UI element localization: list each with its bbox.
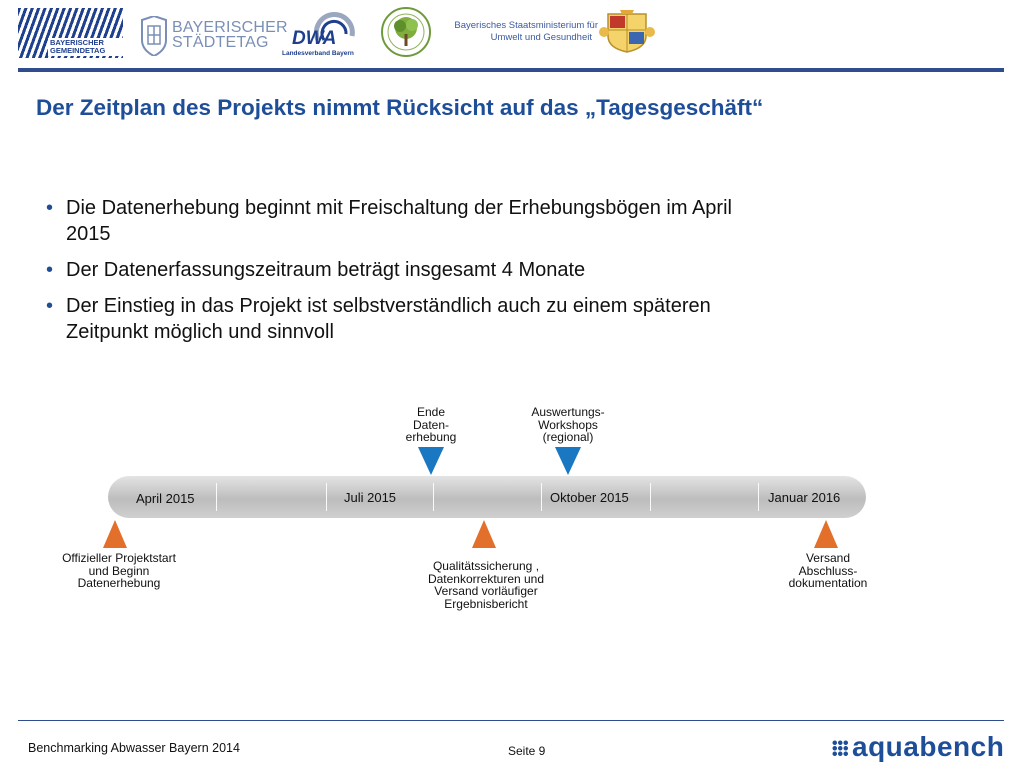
ministry-line2: Umwelt und Gesundheit [490,32,592,43]
annotation-line: Versand [805,551,851,565]
page-number: Seite 9 [508,744,546,758]
timeline-label-april-2015: April 2015 [136,491,195,506]
header-divider [18,68,1004,72]
bullet-dot-icon: • [46,197,54,219]
annotation-projektstart [52,552,186,590]
annotation-line: Datenkorrekturen und [427,571,545,586]
annotation-line: Ergebnisbericht [444,596,528,611]
ministry-logo-text [438,20,598,50]
annotation-line: Versand vorläufiger [434,584,538,598]
bullet-text: Der Einstieg in das Projekt ist selbstverständlich auch zu einem späteren Zeitpunkt möglich und sinnvoll [66,295,711,343]
staedtetag-line1: BAYERISCHER [172,19,288,36]
annotation-line: Offizieller Projektstart [62,551,176,565]
bullet-list [46,195,766,355]
ministry-line1: Bayerisches Staatsministerium für [454,20,598,31]
annotation-line: Abschluss- [798,563,858,578]
bullet-item [46,293,766,345]
bullet-text: Der Datenerfassungszeitraum beträgt insgesamt 4 Monate [66,259,586,281]
bayerischer-gemeindetag-logo [18,8,123,58]
milestone-up-marker-icon [472,520,496,548]
annotation-line: erhebung [405,430,457,444]
timeline-label-januar-2016: Januar 2016 [768,490,841,505]
aquabench-dots-icon [832,740,848,756]
bullet-text: Die Datenerhebung beginnt mit Freischaltung der Erhebungsbögen im April 2015 [66,197,732,245]
dwa-subtitle: Landesverband Bayern [282,50,354,57]
footer-project-name: Benchmarking Abwasser Bayern 2014 [28,741,240,755]
annotation-line: dokumentation [788,576,868,590]
bullet-item [46,257,766,283]
annotation-line: Qualitätssicherung , [432,559,540,573]
footer-divider [18,720,1004,721]
milestone-up-marker-icon [103,520,127,548]
timeline-label-oktober-2015: Oktober 2015 [550,490,629,505]
timeline-divider [433,483,434,511]
timeline-divider [326,483,327,511]
annotation-line: Daten- [412,417,450,432]
timeline-divider [541,483,542,511]
milestone-down-marker-icon [555,447,581,475]
gemeindetag-line1: BAYERISCHER [50,38,104,47]
staedtetag-line2: STÄDTETAG [172,34,269,51]
annotation-line: Auswertungs- [531,405,605,419]
timeline-bar [108,476,866,518]
staedtetag-shield-icon [140,16,168,56]
dwa-name: DWA [292,28,337,49]
timeline-label-juli-2015: Juli 2015 [344,490,397,505]
annotation-auswertungs-workshops [518,406,618,444]
timeline-divider [650,483,651,511]
bullet-dot-icon: • [46,259,54,281]
aquabench-logo [832,733,1007,763]
page-title: Der Zeitplan des Projekts nimmt Rücksicht auf das „Tagesgeschäft“ [36,95,764,120]
bullet-dot-icon: • [46,295,54,317]
annotation-line: Datenerhebung [77,576,161,590]
gemeindetag-line2: GEMEINDETAG [50,46,106,55]
bavarian-coat-of-arms-icon [598,8,656,54]
ministry-tree-seal-icon [380,6,432,58]
timeline-divider [216,483,217,511]
annotation-line: Ende [416,405,446,419]
bayerischer-staedtetag-logo [140,14,288,58]
annotation-line: und Beginn [88,563,150,578]
annotation-qualitaetssicherung [416,560,556,610]
annotation-ende-datenerhebung [396,406,466,444]
annotation-line: Workshops [538,417,598,432]
milestone-up-marker-icon [814,520,838,548]
annotation-abschlussdokumentation [778,552,878,590]
bullet-item [46,195,766,247]
timeline-divider [758,483,759,511]
dwa-logo [282,10,368,58]
annotation-line: (regional) [542,430,594,444]
milestone-down-marker-icon [418,447,444,475]
aquabench-brand: aquabench [852,731,1005,762]
